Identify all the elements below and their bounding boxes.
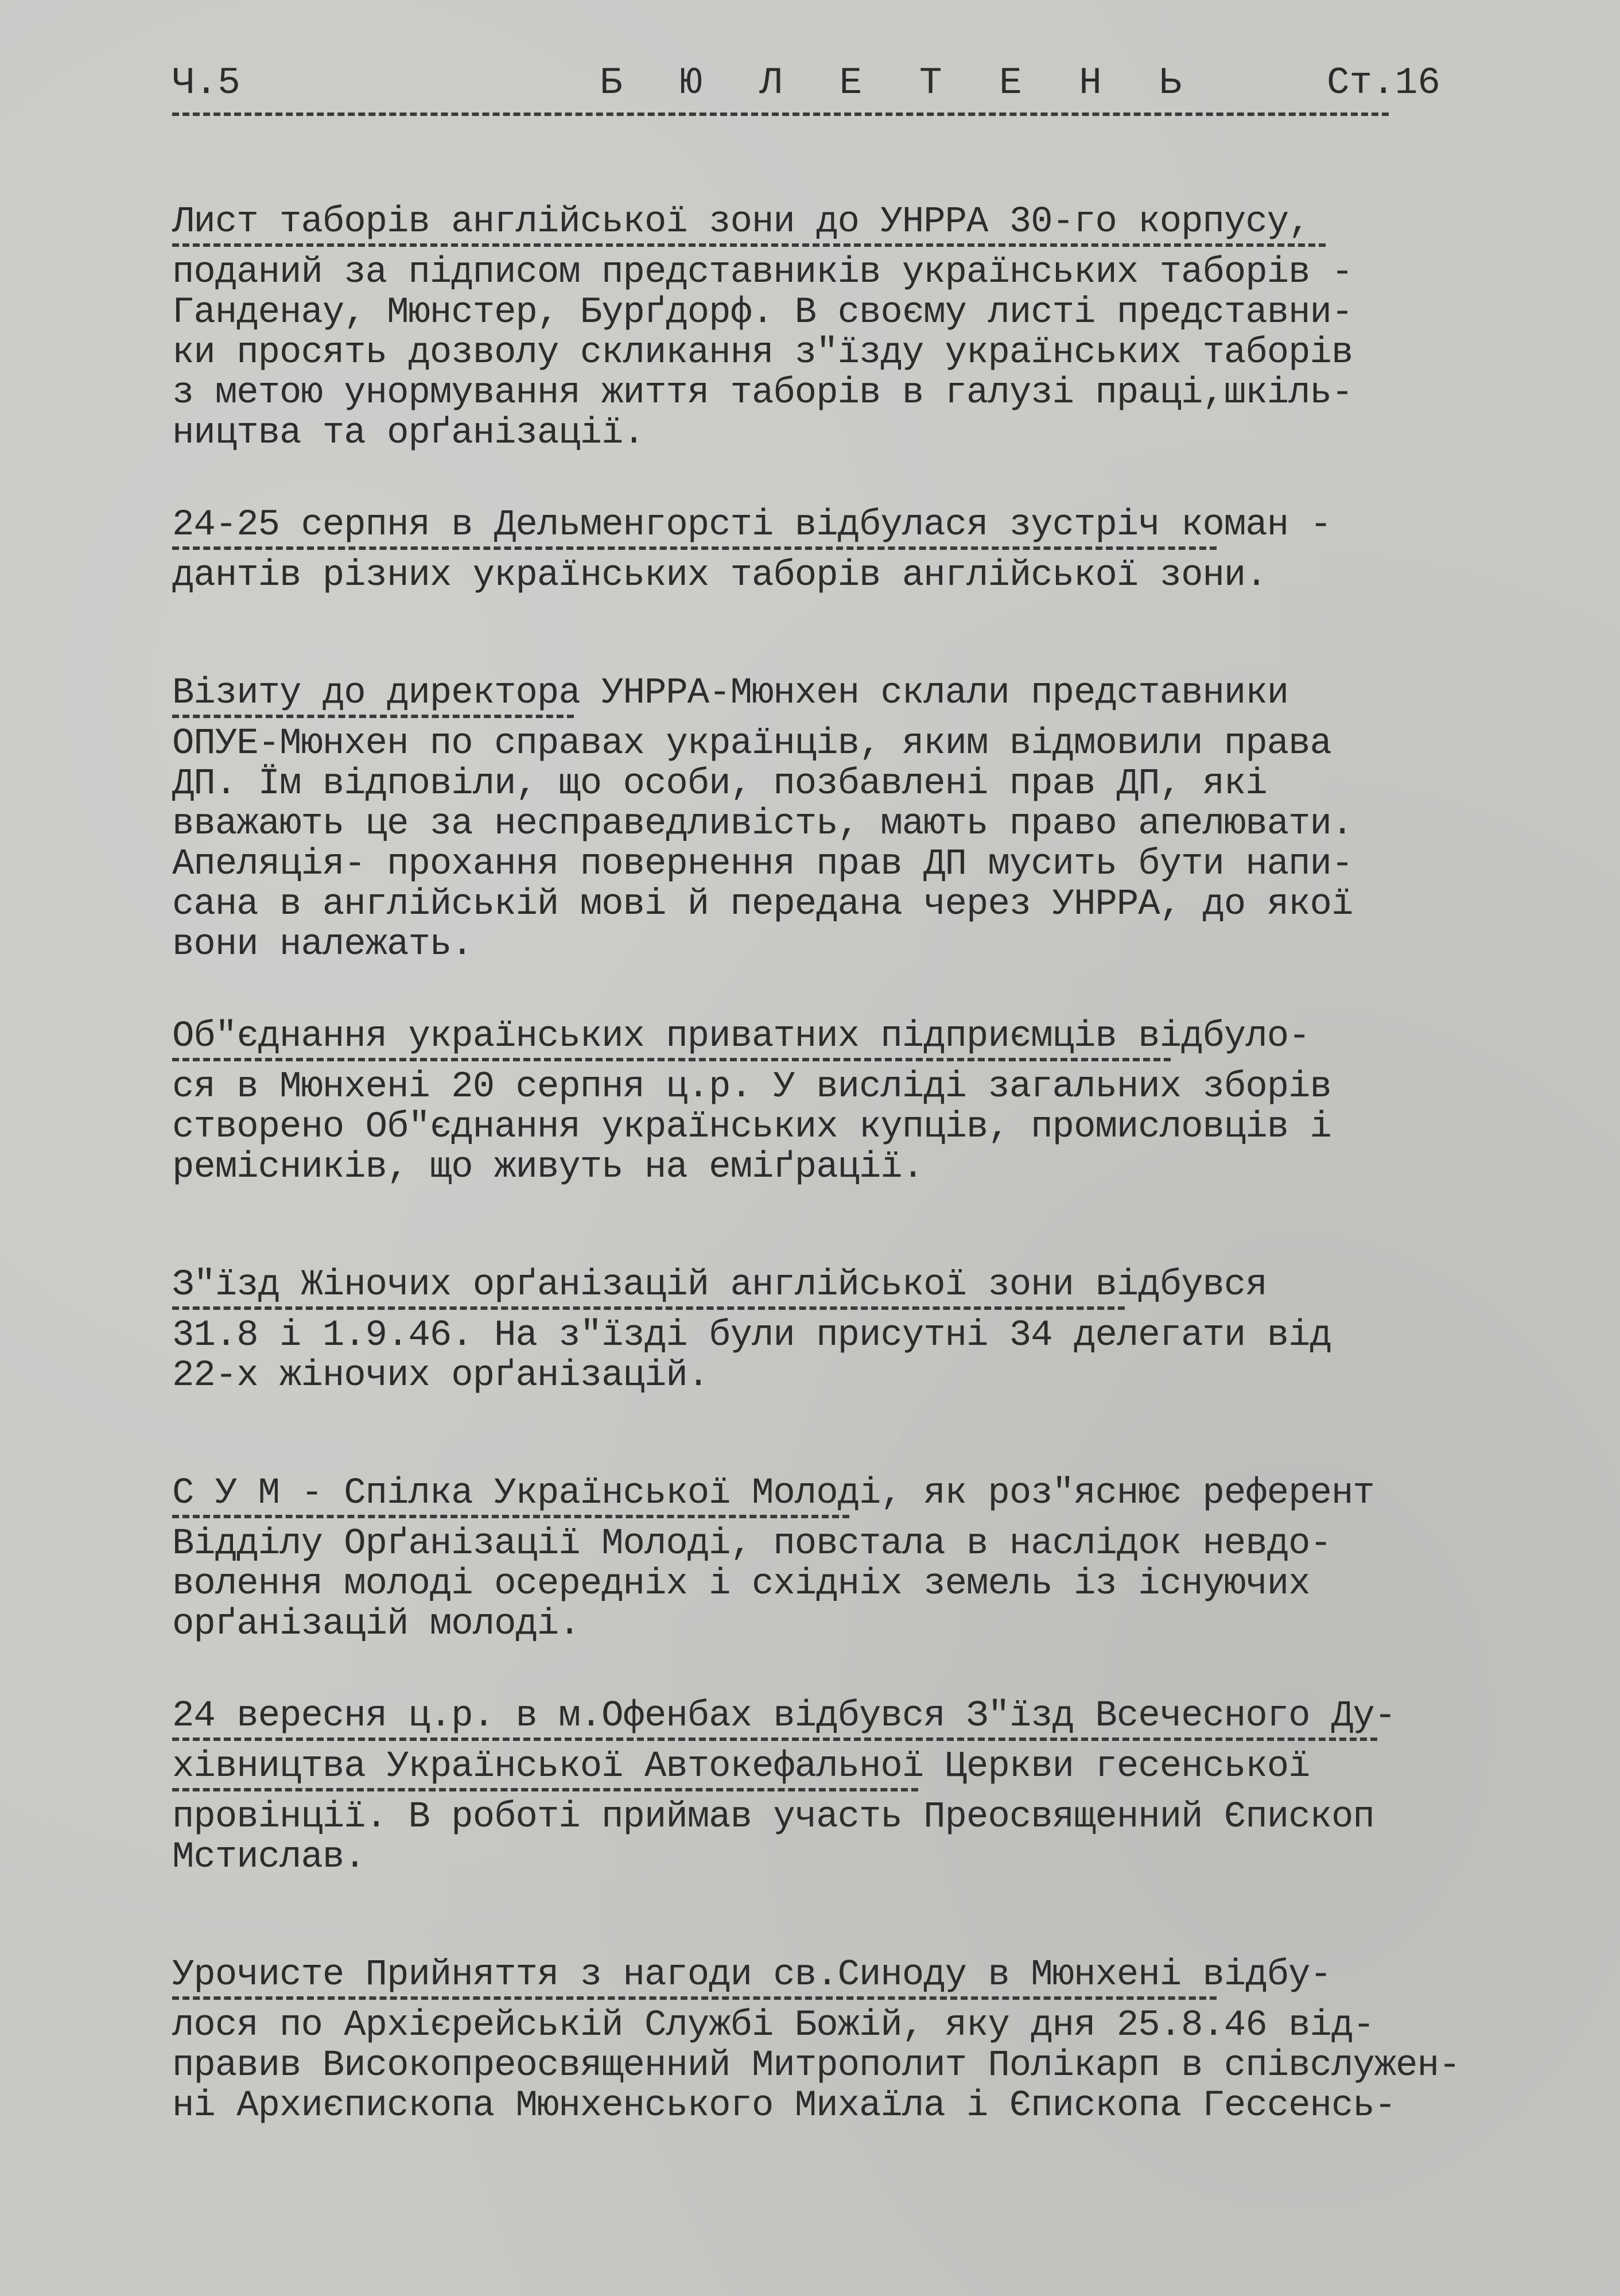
- item-line: ся в Мюнхені 20 серпня ц.р. У висліді загальних зборів: [172, 1066, 1331, 1108]
- news-item: [172, 673, 1452, 965]
- bulletin-title: Б Ю Л Е Т Е Н Ь: [600, 61, 1199, 104]
- item-lead: 24 вересня ц.р. в м.Офенбах відбувся З"їзд Всечесного Ду-: [172, 1696, 1396, 1737]
- item-lead: С У М - Спілка Української Молоді, як роз"яснює референт: [172, 1473, 1374, 1514]
- lead-underline: [172, 1058, 1171, 1061]
- item-line: сана в англійській мові й передана через УНРРА, до якої: [172, 884, 1353, 925]
- bulletin-content: [172, 57, 1460, 2127]
- item-lead: Лист таборів англійської зони до УНРРА 30-го корпусу,: [172, 201, 1310, 243]
- item-line: вони належать.: [172, 924, 473, 965]
- lead-underline: [172, 1515, 849, 1518]
- lead-underline: [172, 1996, 1217, 2000]
- news-item: [172, 1473, 1452, 1645]
- item-line: з метою унормування життя таборів в галузі праці,шкіль-: [172, 373, 1353, 414]
- item-line: вважають це за несправедливість, мають право апелювати.: [172, 804, 1353, 845]
- item-line: Ганденау, Мюнстер, Бурґдорф. В своєму листі представни-: [172, 292, 1353, 333]
- lead-underline: [172, 1788, 918, 1791]
- item-line: лося по Архієрейській Службі Божій, яку дня 25.8.46 від-: [172, 2005, 1374, 2046]
- news-item: [172, 1265, 1452, 1396]
- item-line: 31.8 і 1.9.46. На з"їзді були присутні 34 делегати від: [172, 1315, 1331, 1356]
- news-item: [172, 1954, 1460, 2127]
- item-line: ки просять дозволу скликання з"їзду українських таборів: [172, 332, 1353, 374]
- lead-underline: [172, 1737, 1377, 1741]
- item-line: ремісників, що живуть на еміґрації.: [172, 1147, 924, 1188]
- item-line: провінції. В роботі приймав участь Преосвященний Єпископ: [172, 1797, 1374, 1838]
- item-line: Відділу Орґанізації Молоді, повстала в наслідок невдо-: [172, 1523, 1331, 1565]
- lead-underline: [172, 546, 1217, 550]
- item-lead: Урочисте Прийняття з нагоди св.Синоду в Мюнхені відбу-: [172, 1954, 1331, 1996]
- news-item: [172, 1696, 1452, 1878]
- item-lead: Об"єднання українських приватних підприємців відбуло-: [172, 1016, 1310, 1057]
- page-header: [172, 57, 1452, 109]
- lead-underline: [172, 1306, 1125, 1310]
- news-item: [172, 202, 1452, 453]
- lead-underline: [172, 243, 1326, 247]
- item-line: правив Високопреосвященний Митрополит Полікарп в співслужен-: [172, 2045, 1460, 2086]
- volume-number: Ч.5: [172, 61, 240, 104]
- item-line: ні Архиєпископа Мюнхенського Михаїла і Єпископа Гессенсь-: [172, 2085, 1396, 2127]
- page-number: Ст.16: [1326, 61, 1440, 104]
- item-line: 22-х жіночих орґанізацій.: [172, 1355, 709, 1397]
- news-item: [172, 1017, 1452, 1188]
- item-line: створено Об"єднання українських купців, промисловців і: [172, 1107, 1331, 1148]
- item-line: Апеляція- прохання повернення прав ДП мусить бути напи-: [172, 844, 1353, 885]
- item-line: волення молоді осередніх і східніх земель із існуючих: [172, 1564, 1310, 1605]
- item-lead-continued: хівництва Української Автокефальної Церкви гесенської: [172, 1746, 1310, 1787]
- item-line: ДП. Їм відповіли, що особи, позбавлені прав ДП, які: [172, 763, 1267, 805]
- item-lead: З"їзд Жіночих орґанізацій англійської зони відбувся: [172, 1265, 1267, 1306]
- item-line: орґанізацій молоді.: [172, 1604, 580, 1645]
- item-lead: Візиту до директора УНРРА-Мюнхен склали представники: [172, 673, 1289, 714]
- news-item: [172, 505, 1452, 596]
- item-line: поданий за підписом представників українських таборів -: [172, 252, 1353, 293]
- lead-underline: [172, 715, 574, 718]
- item-line: ництва та орґанізації.: [172, 413, 644, 454]
- item-lead: 24-25 серпня в Дельменгорсті відбулася зустріч коман -: [172, 505, 1331, 546]
- item-line: Мстислав.: [172, 1837, 366, 1878]
- item-line: дантів різних українських таборів англійської зони.: [172, 555, 1267, 596]
- item-line: ОПУЕ-Мюнхен по справах українців, яким відмовили права: [172, 723, 1331, 765]
